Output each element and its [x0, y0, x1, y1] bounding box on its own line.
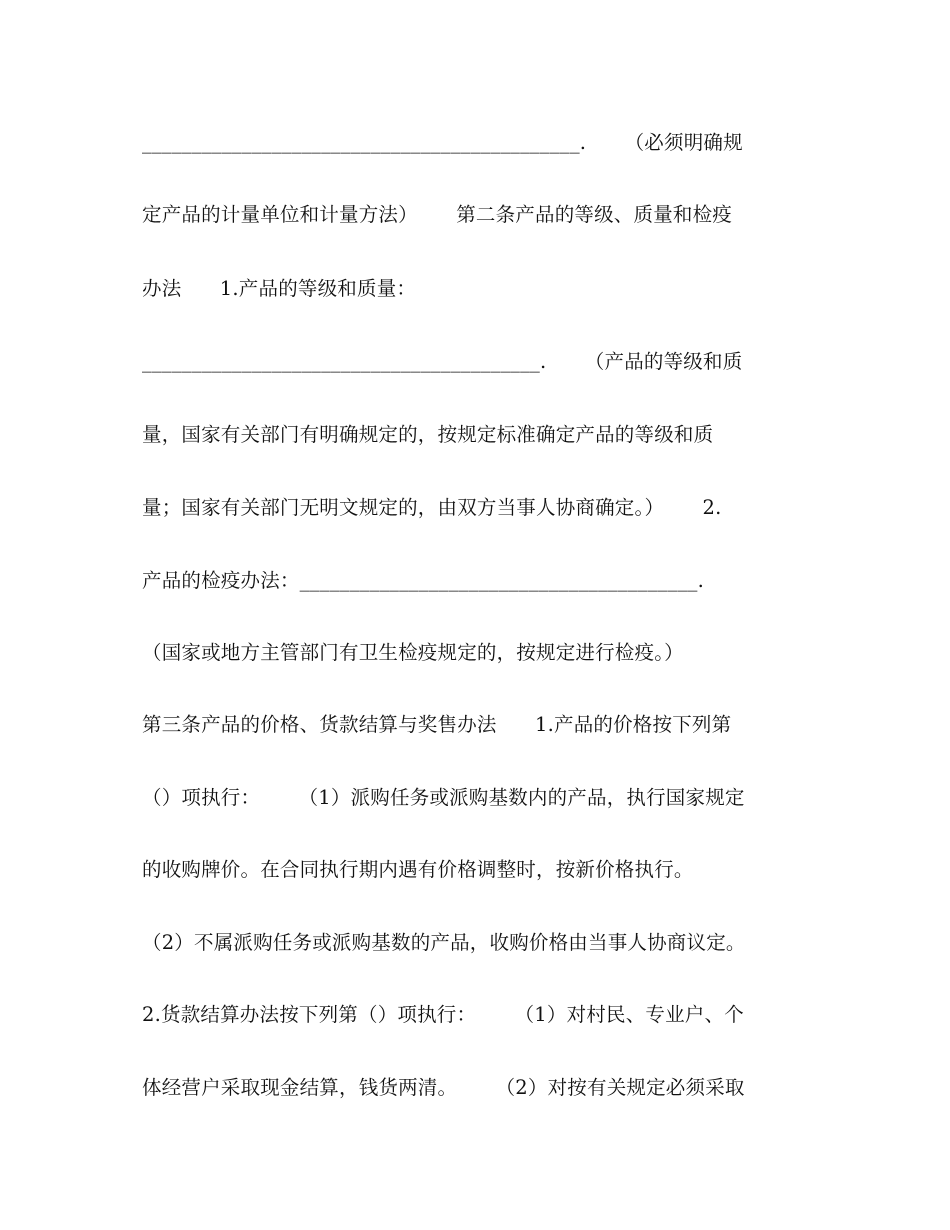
- text-line: 2.货款结算办法按下列第（）项执行： （1）对村民、专业户、个: [142, 1003, 744, 1026]
- text-line: 的收购牌价。在合同执行期内遇有价格调整时，按新价格执行。: [142, 858, 694, 881]
- text-line: ____________________________________________. （必须明确规: [142, 131, 743, 154]
- text-line: 定产品的计量单位和计量方法） 第二条产品的等级、质量和检疫: [142, 203, 732, 226]
- text-line: （国家或地方主管部门有卫生检疫规定的，按规定进行检疫。）: [142, 641, 684, 664]
- text-line: （）项执行： （1）派购任务或派购基数内的产品，执行国家规定: [142, 786, 745, 809]
- text-line: 办法 1.产品的等级和质量：: [142, 277, 417, 300]
- text-line: 第三条产品的价格、货款结算与奖售办法 1.产品的价格按下列第: [142, 713, 732, 736]
- text-line: ________________________________________. （产品的等级和质: [142, 350, 743, 373]
- text-line: 量，国家有关部门有明确规定的，按规定标准确定产品的等级和质: [142, 423, 714, 446]
- text-line: 产品的检疫办法：________________________________________.: [142, 569, 704, 592]
- text-line: 量；国家有关部门无明文规定的，由双方当事人协商确定。） 2.: [142, 496, 722, 519]
- text-line: （2）不属派购任务或派购基数的产品，收购价格由当事人协商议定。: [142, 931, 746, 954]
- text-line: 体经营户采取现金结算，钱货两清。 （2）对按有关规定必须采取: [142, 1076, 745, 1099]
